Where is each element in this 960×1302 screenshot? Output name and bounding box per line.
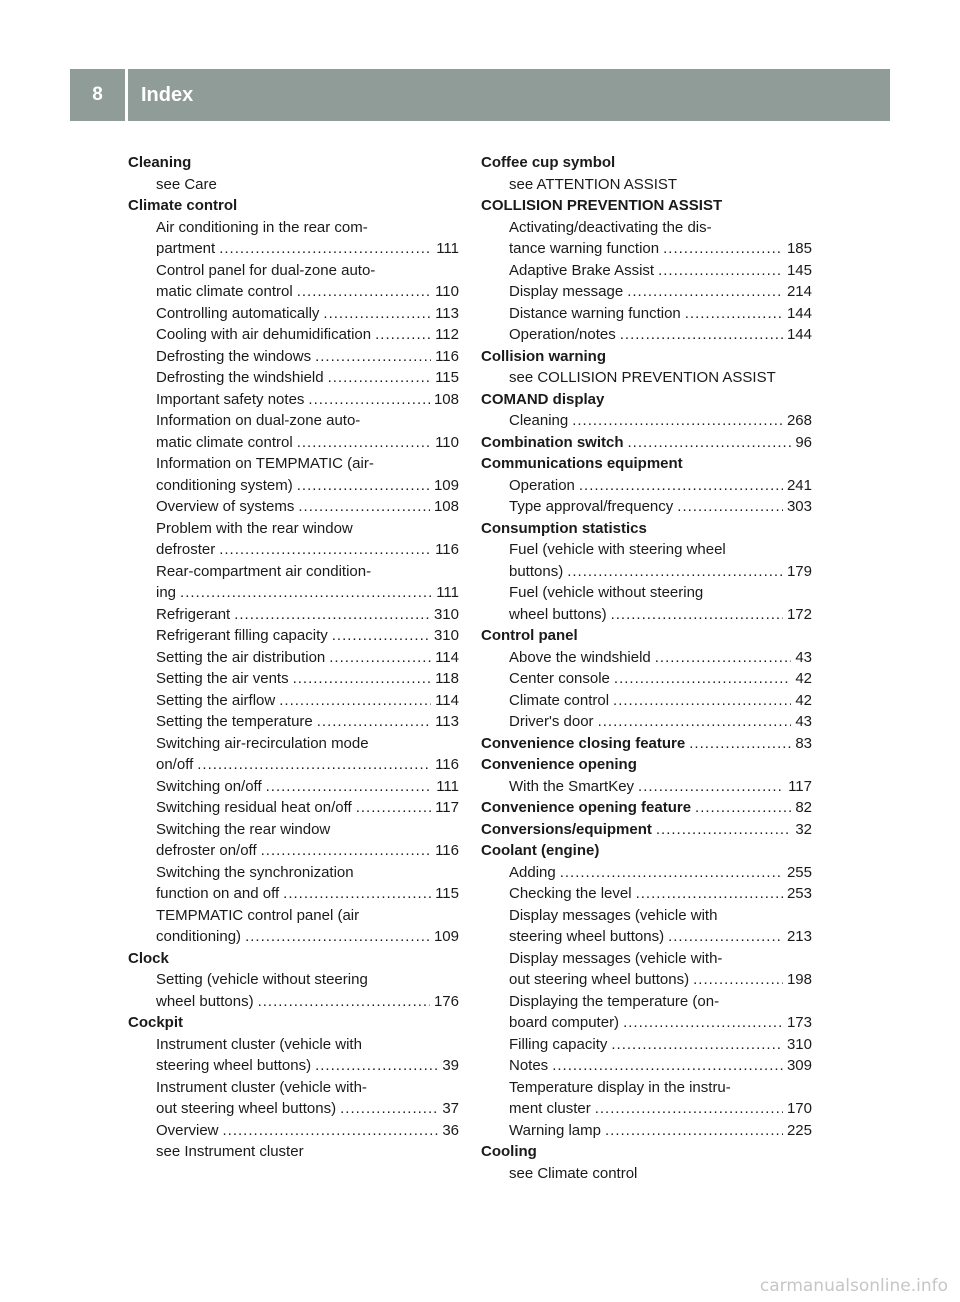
index-subentry [128,604,459,626]
entry-label: Filling capacity [509,1035,608,1053]
page-reference: 176 [433,992,459,1010]
page-reference: 112 [435,326,459,343]
page-reference: 117 [435,799,459,816]
dot-leader [658,260,783,282]
page-reference: 82 [795,799,812,816]
index-subentry [128,776,459,798]
index-subentry [481,1098,812,1120]
page-reference: 113 [435,713,459,730]
index-subentry [481,561,812,583]
index-heading: Coffee cup symbol [481,154,616,171]
dot-leader [245,926,430,948]
page-reference: 173 [786,1014,812,1031]
entry-label: ing [156,584,177,601]
entry-label: Overview [156,1121,219,1139]
index-subentry [481,604,812,626]
entry-label: Type approval/frequency [509,498,674,515]
page-reference: 225 [786,1121,812,1139]
dot-leader [332,625,430,647]
page-reference: 43 [795,713,812,730]
index-subentry-text: see Climate control [509,1164,638,1182]
dot-leader [329,647,431,669]
index-heading-entry [481,733,812,755]
index-subentry [128,754,459,776]
page-reference: 37 [442,1100,459,1117]
page-reference: 109 [433,476,459,494]
dot-leader [297,432,431,454]
index-subentry [128,346,459,368]
entry-label: ment cluster [509,1100,591,1117]
index-subentry [128,303,459,325]
dot-leader [663,238,783,260]
page-reference: 39 [442,1057,459,1074]
index-subentry [481,1055,812,1077]
page-reference: 110 [435,433,459,451]
page-reference: 303 [786,498,812,515]
index-subentry-text: Display messages (vehicle with [509,906,718,924]
entry-label: on/off [156,756,194,773]
page-reference: 116 [435,541,459,558]
index-heading: Coolant (engine) [481,842,600,859]
index-heading: Clock [128,949,169,967]
index-subentry [128,1120,459,1142]
index-subentry-text: Setting (vehicle without steering [156,971,368,988]
page-reference: 83 [795,734,812,752]
index-subentry-text: Switching the rear window [156,820,331,838]
index-subentry-text: Instrument cluster (vehicle with [156,1035,362,1053]
entry-label: With the SmartKey [509,777,635,795]
index-subentry [128,389,459,411]
dot-leader [375,324,431,346]
index-subentry-text: Activating/deactivating the dis- [509,218,712,236]
page-reference: 43 [795,648,812,666]
index-subentry-text: Control panel for dual-zone auto- [156,261,376,279]
entry-label: Driver's door [509,713,594,730]
dot-leader [627,281,783,303]
dot-leader [340,1098,438,1120]
index-subentry [481,260,812,282]
dot-leader [579,475,783,497]
index-subentry [128,711,459,733]
index-subentry-text: Fuel (vehicle without steering [509,584,704,601]
header-divider [125,69,128,121]
index-subentry [128,367,459,389]
entry-label: Switching on/off [156,777,262,795]
entry-label: conditioning) [156,928,242,945]
dot-leader [315,346,431,368]
dot-leader [677,496,783,518]
dot-leader [317,711,431,733]
page-reference: 115 [435,885,459,902]
page-reference: 108 [433,390,459,408]
index-subentry-text: see COLLISION PREVENTION ASSIST [509,369,776,386]
entry-label: function on and off [156,885,280,902]
index-subentry [481,475,812,497]
page-reference: 145 [786,261,812,279]
entry-label: Checking the level [509,885,632,902]
index-subentry [481,324,812,346]
index-subentry-text: Display messages (vehicle with- [509,949,723,967]
entry-label: wheel buttons) [509,605,607,623]
dot-leader [628,432,792,454]
page-reference: 198 [786,971,812,988]
index-subentry [481,238,812,260]
dot-leader [695,797,791,819]
index-subentry [128,668,459,690]
dot-leader [685,303,783,325]
entry-label: Controlling automatically [156,304,320,322]
dot-leader [323,303,431,325]
entry-label: Conversions/equipment [481,820,652,838]
index-subentry [481,668,812,690]
index-heading: Convenience opening [481,756,637,773]
page-reference: 109 [433,928,459,945]
index-subentry [128,582,459,604]
index-subentry [481,496,812,518]
entry-label: Overview of systems [156,498,295,515]
index-column-right [481,152,812,1184]
dot-leader [620,324,783,346]
page-reference: 309 [786,1057,812,1074]
index-subentry-text: Air conditioning in the rear com- [156,218,368,236]
index-subentry-text: see Care [156,175,217,193]
entry-label: Convenience opening feature [481,799,692,816]
entry-label: Climate control [509,691,610,709]
entry-label: Refrigerant filling capacity [156,627,328,644]
index-subentry [481,969,812,991]
index-subentry [481,303,812,325]
dot-leader [234,604,430,626]
dot-leader [261,840,431,862]
index-subentry [128,324,459,346]
dot-leader [693,969,783,991]
index-subentry [128,926,459,948]
page-reference: 113 [435,304,459,322]
page-reference: 255 [786,863,812,881]
index-subentry [128,647,459,669]
index-heading: Cooling [481,1143,537,1160]
index-heading: COLLISION PREVENTION ASSIST [481,197,723,214]
index-subentry [128,625,459,647]
dot-leader [223,1120,439,1142]
page-reference: 111 [436,777,459,795]
index-heading: Control panel [481,627,578,644]
index-subentry [128,496,459,518]
index-subentry [128,883,459,905]
index-subentry-text: Problem with the rear window [156,519,353,537]
dot-leader [689,733,791,755]
page-reference: 144 [786,326,812,343]
entry-label: Display message [509,283,624,300]
index-subentry [128,1098,459,1120]
index-heading: Cleaning [128,154,192,171]
index-subentry [481,862,812,884]
dot-leader [611,604,783,626]
index-subentry [128,475,459,497]
dot-leader [298,496,430,518]
index-subentry-text: Switching air-recirculation mode [156,734,369,752]
dot-leader [297,281,431,303]
entry-label: Operation [509,476,575,494]
index-subentry [128,432,459,454]
dot-leader [605,1120,783,1142]
page-reference: 117 [788,777,812,795]
entry-label: Adaptive Brake Assist [509,261,655,279]
entry-label: defroster on/off [156,842,257,859]
index-subentry [481,1120,812,1142]
page-reference: 108 [433,498,459,515]
page-reference: 96 [795,433,812,451]
entry-label: Setting the temperature [156,713,313,730]
index-subentry [481,883,812,905]
dot-leader [572,410,783,432]
index-subentry-text: Rear-compartment air condition- [156,562,372,580]
dot-leader [356,797,431,819]
entry-label: buttons) [509,562,564,580]
dot-leader [283,883,431,905]
dot-leader [219,238,432,260]
index-heading-entry [481,432,812,454]
entry-label: Convenience closing feature [481,734,686,752]
index-subentry [128,840,459,862]
dot-leader [638,776,784,798]
entry-label: steering wheel buttons) [509,928,665,945]
page-reference: 111 [436,584,459,601]
dot-leader [598,711,792,733]
page-reference: 111 [436,240,459,257]
entry-label: partment [156,240,216,257]
entry-label: Defrosting the windows [156,347,312,365]
page-reference: 253 [786,885,812,902]
page-reference: 116 [435,842,459,859]
dot-leader [328,367,431,389]
entry-label: Combination switch [481,433,624,451]
index-subentry [481,690,812,712]
index-heading-entry [481,819,812,841]
page-reference: 170 [786,1100,812,1117]
index-subentry [128,991,459,1013]
entry-label: Defrosting the windshield [156,369,324,386]
dot-leader [308,389,430,411]
page-reference: 110 [435,283,459,300]
index-subentry [128,539,459,561]
page-reference: 241 [786,476,812,494]
index-subentry [128,690,459,712]
dot-leader [197,754,431,776]
index-subentry-text: Information on TEMPMATIC (air- [156,455,374,472]
index-subentry-text: Information on dual-zone auto- [156,412,361,429]
page-reference: 310 [433,605,459,623]
page-reference: 36 [442,1121,459,1139]
entry-label: tance warning function [509,240,660,257]
page-reference: 114 [435,648,459,666]
dot-leader [656,819,791,841]
page-reference: 116 [435,756,459,773]
entry-label: Adding [509,863,556,881]
index-subentry [481,281,812,303]
entry-label: out steering wheel buttons) [156,1100,337,1117]
entry-label: steering wheel buttons) [156,1057,312,1074]
index-heading: Climate control [128,197,238,214]
dot-leader [611,1034,783,1056]
page-reference: 172 [786,605,812,623]
dot-leader [219,539,431,561]
index-subentry [128,238,459,260]
entry-label: Switching residual heat on/off [156,799,352,816]
entry-label: matic climate control [156,283,293,300]
entry-label: Warning lamp [509,1121,601,1139]
index-heading: COMAND display [481,390,605,408]
index-subentry [128,797,459,819]
dot-leader [266,776,433,798]
index-subentry [481,1034,812,1056]
index-subentry [481,711,812,733]
page-reference: 42 [795,670,812,687]
index-subentry-text: see ATTENTION ASSIST [509,175,678,193]
dot-leader [258,991,430,1013]
index-subentry-text: see Instrument cluster [156,1143,304,1160]
index-heading-entry [481,797,812,819]
dot-leader [297,475,430,497]
page-reference: 42 [795,691,812,709]
dot-leader [560,862,783,884]
dot-leader [567,561,783,583]
dot-leader [552,1055,783,1077]
entry-label: wheel buttons) [156,992,254,1010]
entry-label: Above the windshield [509,648,651,666]
watermark-text: carmanualsonline.info [759,1276,948,1296]
entry-label: matic climate control [156,433,293,451]
dot-leader [613,690,791,712]
page-reference: 214 [786,283,812,300]
dot-leader [315,1055,438,1077]
entry-label: Notes [509,1057,549,1074]
page-reference: 144 [786,304,812,322]
dot-leader [623,1012,783,1034]
page-number: 8 [92,84,103,105]
entry-label: board computer) [509,1014,620,1031]
dot-leader [614,668,791,690]
page-reference: 118 [435,670,459,687]
index-subentry-text: Fuel (vehicle with steering wheel [509,541,726,558]
page-reference: 268 [786,412,812,429]
entry-label: Setting the airflow [156,691,276,709]
entry-label: conditioning system) [156,476,293,494]
entry-label: out steering wheel buttons) [509,971,690,988]
entry-label: Cleaning [509,412,569,429]
dot-leader [668,926,783,948]
section-title: Index [141,83,194,106]
entry-label: Center console [509,670,610,687]
page-reference: 116 [435,347,459,365]
index-subentry-text: Instrument cluster (vehicle with- [156,1078,367,1096]
index-subentry [128,1055,459,1077]
index-heading: Cockpit [128,1014,184,1031]
page-reference: 310 [786,1035,812,1053]
entry-label: Operation/notes [509,326,616,343]
page-header [70,69,890,121]
entry-label: Distance warning function [509,304,681,322]
entry-label: Cooling with air dehumidification [156,326,372,343]
dot-leader [293,668,432,690]
index-column-left [128,152,459,1163]
dot-leader [595,1098,783,1120]
index-subentry [481,776,812,798]
entry-label: Setting the air vents [156,670,289,687]
page-reference: 114 [435,691,459,709]
entry-label: defroster [156,541,216,558]
index-subentry [481,647,812,669]
entry-label: Setting the air distribution [156,648,326,666]
index-heading: Communications equipment [481,455,683,472]
index-subentry [481,926,812,948]
index-subentry-text: TEMPMATIC control panel (air [156,906,360,924]
index-heading: Consumption statistics [481,519,647,537]
index-subentry [128,281,459,303]
entry-label: Refrigerant [156,605,231,623]
dot-leader [279,690,431,712]
index-subentry-text: Displaying the temperature (on- [509,992,720,1010]
index-subentry-text: Temperature display in the instru- [509,1078,731,1096]
page-reference: 185 [786,240,812,257]
page-reference: 179 [786,562,812,580]
index-heading: Collision warning [481,347,607,365]
page-reference: 213 [786,928,812,945]
index-subentry [481,410,812,432]
dot-leader [655,647,792,669]
page-reference: 32 [795,820,812,838]
page-reference: 310 [433,627,459,644]
entry-label: Important safety notes [156,390,305,408]
index-subentry [481,1012,812,1034]
dot-leader [636,883,783,905]
page-reference: 115 [435,369,459,386]
dot-leader [180,582,432,604]
index-subentry-text: Switching the synchronization [156,863,354,881]
